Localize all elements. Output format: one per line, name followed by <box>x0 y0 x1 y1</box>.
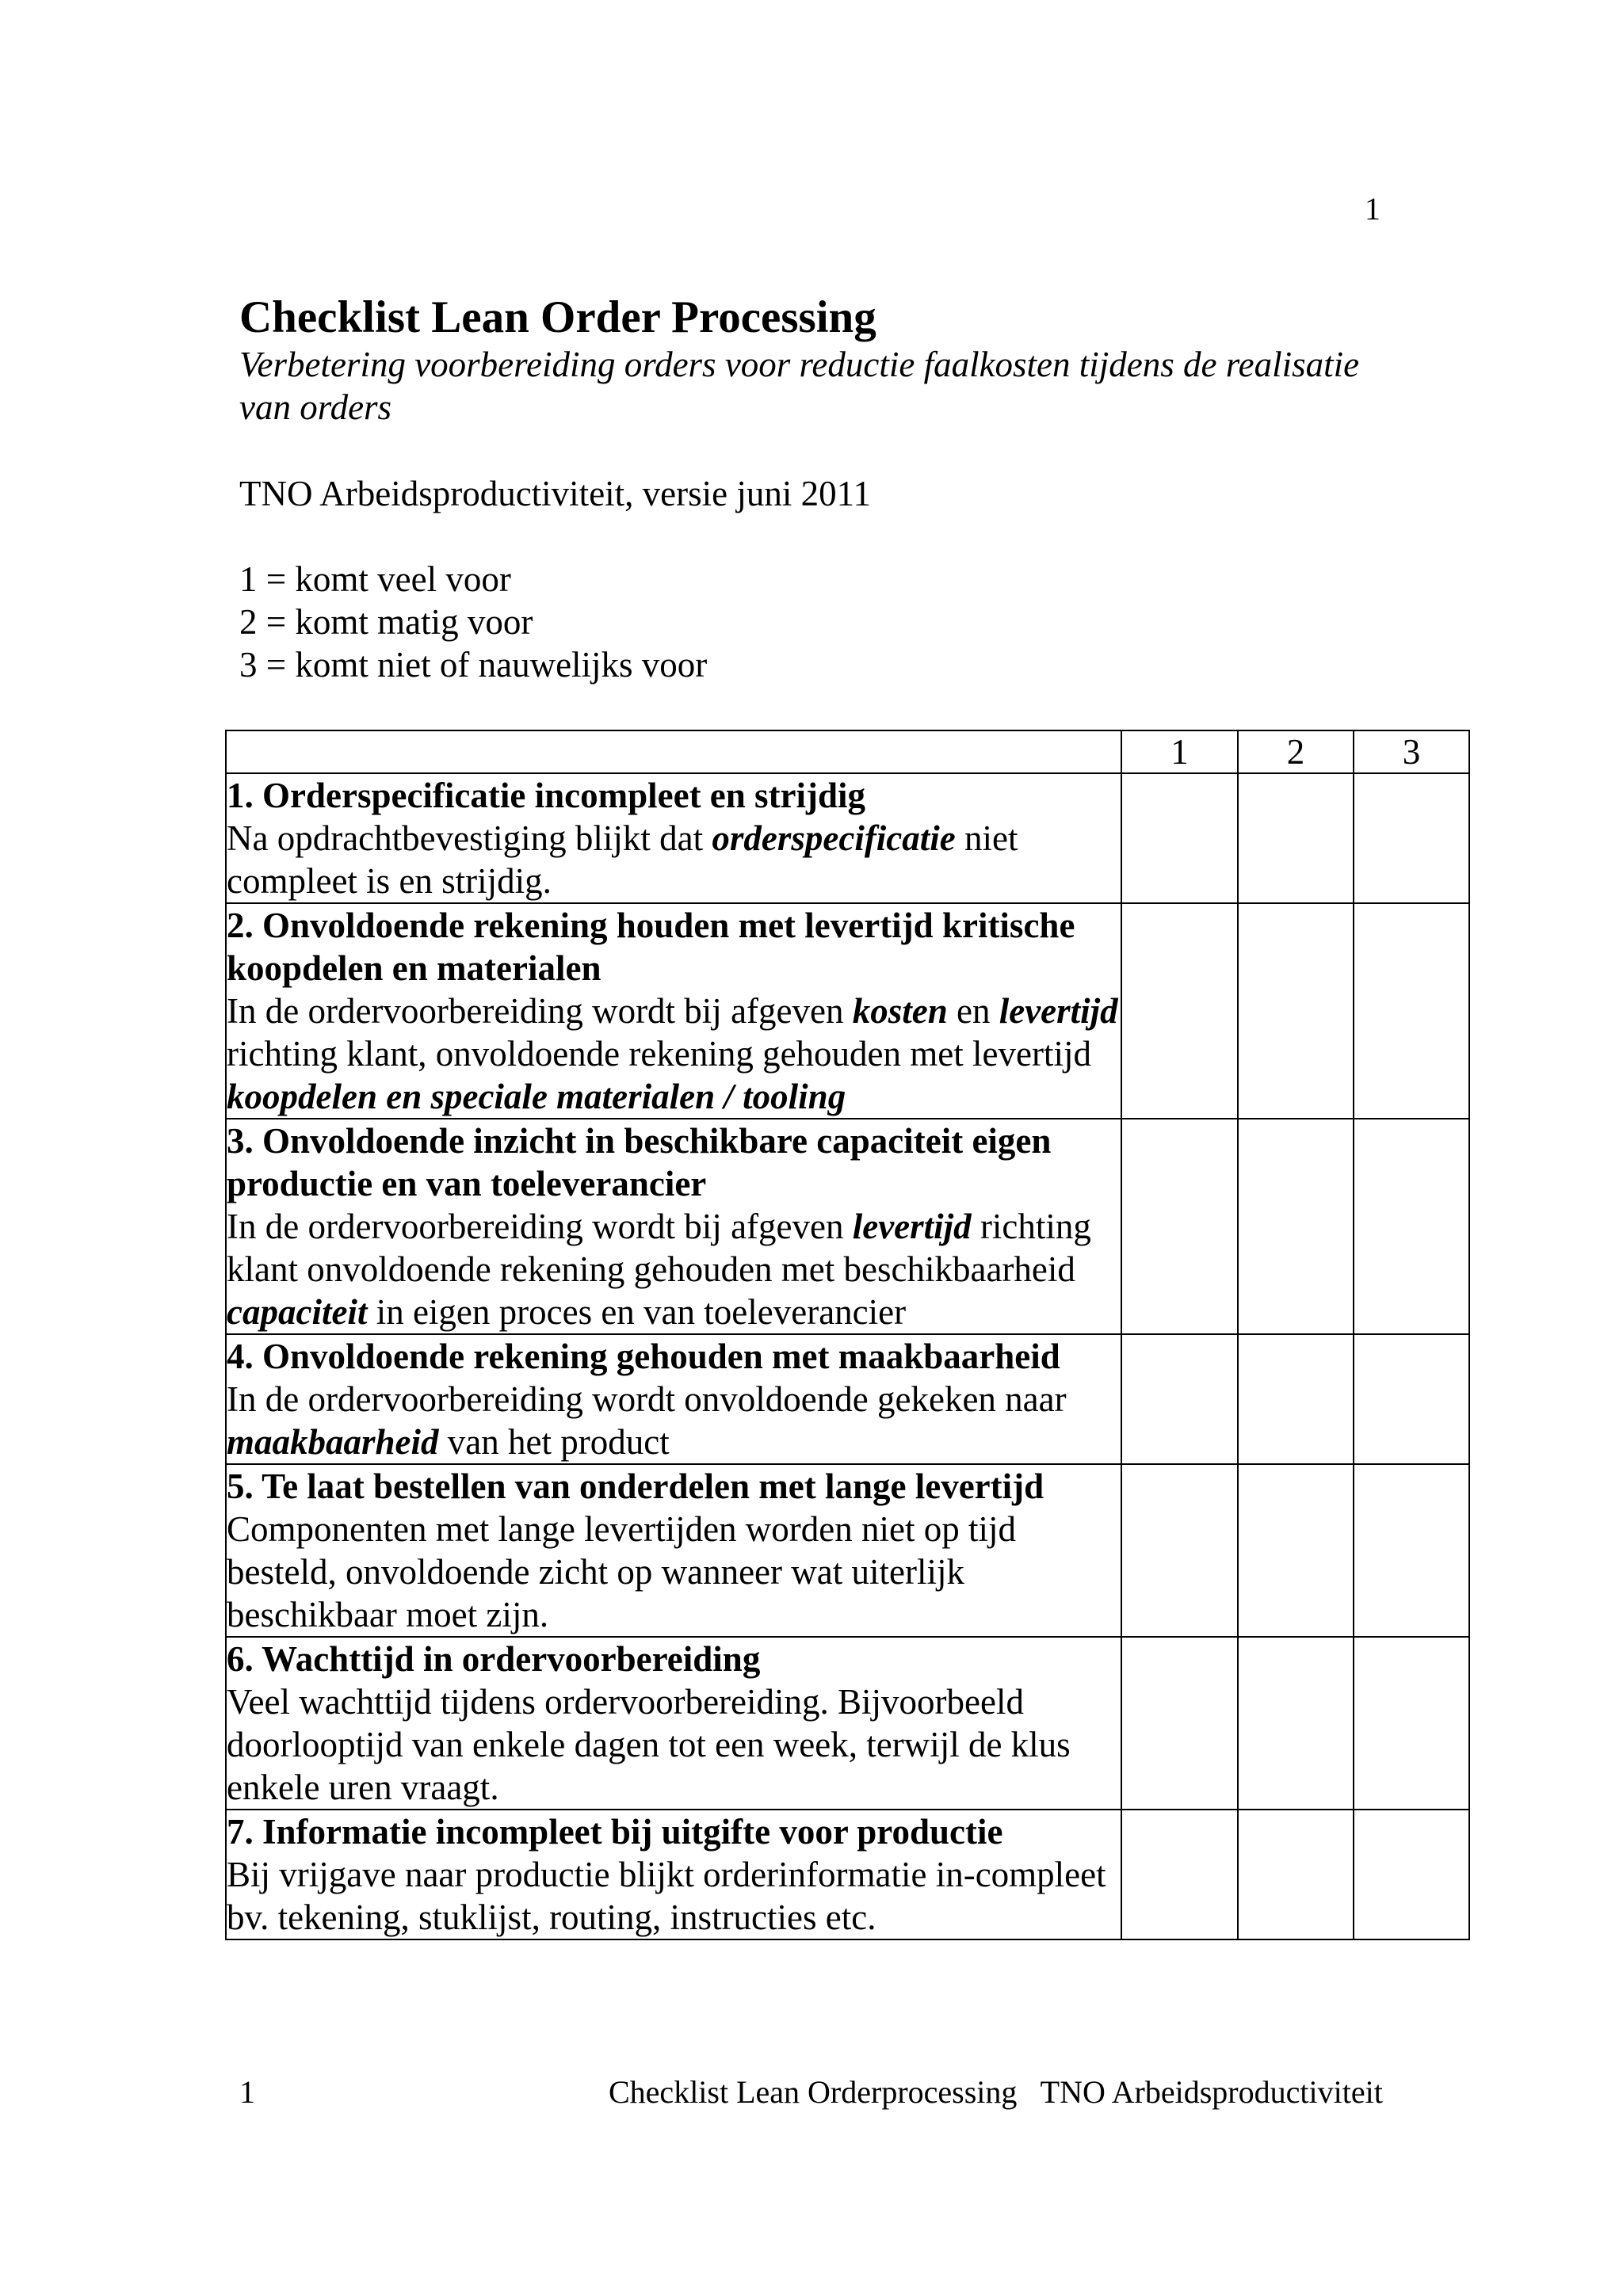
description-text: Na opdrachtbevestiging blijkt dat <box>227 818 712 858</box>
description-text: niet compleet is en strijdig. <box>227 818 1018 901</box>
score-cell-1[interactable] <box>1121 1334 1238 1464</box>
description-text: Componenten met lange levertijden worden niet op tijd besteld, onvoldoende zicht op wanneer wat uiterlijk beschikbaar moet zijn. <box>227 1509 1016 1634</box>
score-header-1: 1 <box>1121 730 1238 773</box>
checklist-item-description <box>227 1853 1121 1939</box>
checklist-item-cell <box>226 1334 1121 1464</box>
emphasized-term: koopdelen en speciale materialen / tooling <box>227 1077 846 1116</box>
emphasized-term: capaciteit <box>227 1292 368 1332</box>
legend-item: 1 = komt veel voor <box>239 559 511 599</box>
score-cell-3[interactable] <box>1354 1334 1469 1464</box>
score-cell-2[interactable] <box>1238 1119 1354 1334</box>
checklist-item-cell <box>226 1464 1121 1637</box>
document-title: Checklist Lean Order Processing <box>239 292 876 342</box>
checklist-item-description <box>227 1378 1121 1463</box>
score-cell-2[interactable] <box>1238 773 1354 903</box>
table-header-row <box>226 730 1469 773</box>
score-cell-1[interactable] <box>1121 773 1238 903</box>
emphasized-term: levertijd <box>999 991 1118 1031</box>
checklist-item-cell <box>226 773 1121 903</box>
score-cell-2[interactable] <box>1238 1637 1354 1810</box>
checklist-item-description <box>227 1680 1121 1809</box>
score-cell-1[interactable] <box>1121 1119 1238 1334</box>
checklist-item-description <box>227 1508 1121 1636</box>
checklist-body <box>226 773 1469 1939</box>
page-number-top: 1 <box>1365 191 1381 227</box>
checklist-item-cell <box>226 1810 1121 1939</box>
description-text: Veel wachttijd tijdens ordervoorbereiding. Bijvoorbeeld doorlooptijd van enkele dagen tot een week, terwijl de klus enkele uren vraagt. <box>227 1682 1071 1807</box>
checklist-row <box>226 1334 1469 1464</box>
checklist-item-description <box>227 990 1121 1118</box>
checklist-item-title: 7. Informatie incompleet bij uitgifte voor productie <box>227 1812 1003 1852</box>
checklist-item-description <box>227 817 1121 902</box>
checklist-row <box>226 773 1469 903</box>
checklist-item-description <box>227 1205 1121 1333</box>
emphasized-term: maakbaarheid <box>227 1422 439 1462</box>
checklist-item-title: 5. Te laat bestellen van onderdelen met lange levertijd <box>227 1466 1044 1506</box>
description-text: In de ordervoorbereiding wordt bij afgeven <box>227 991 853 1031</box>
footer-text: Checklist Lean Orderprocessing TNO Arbeidsproductiviteit <box>609 2074 1383 2110</box>
description-text: In de ordervoorbereiding wordt onvoldoende gekeken naar <box>227 1379 1067 1419</box>
checklist-item-cell <box>226 903 1121 1119</box>
score-cell-3[interactable] <box>1354 773 1469 903</box>
score-header-3: 3 <box>1354 730 1469 773</box>
score-cell-3[interactable] <box>1354 903 1469 1119</box>
header-empty-cell <box>226 730 1121 773</box>
checklist-row <box>226 1810 1469 1939</box>
description-text: richting klant, onvoldoende rekening gehouden met levertijd <box>227 1034 1091 1074</box>
description-text: richting klant onvoldoende rekening gehouden met beschikbaarheid <box>227 1207 1091 1289</box>
checklist-item-cell <box>226 1119 1121 1334</box>
checklist-item-title: 3. Onvoldoende inzicht in beschikbare capaciteit eigen productie en van toeleverancier <box>227 1121 1052 1203</box>
emphasized-term: orderspecificatie <box>712 818 956 858</box>
score-legend <box>239 558 707 686</box>
description-text: in eigen proces en van toeleverancier <box>367 1292 907 1332</box>
checklist-item-title: 1. Orderspecificatie incompleet en strijdig <box>227 776 866 815</box>
checklist-row <box>226 1637 1469 1810</box>
description-text: In de ordervoorbereiding wordt bij afgeven <box>227 1207 853 1246</box>
score-cell-2[interactable] <box>1238 1464 1354 1637</box>
score-cell-2[interactable] <box>1238 1810 1354 1939</box>
score-cell-3[interactable] <box>1354 1119 1469 1334</box>
checklist-item-title: 6. Wachttijd in ordervoorbereiding <box>227 1639 761 1679</box>
emphasized-term: levertijd <box>852 1207 972 1246</box>
legend-item: 3 = komt niet of nauwelijks voor <box>239 645 708 685</box>
legend-item: 2 = komt matig voor <box>239 602 533 642</box>
footer-page-number: 1 <box>239 2074 255 2110</box>
score-cell-1[interactable] <box>1121 1637 1238 1810</box>
score-cell-1[interactable] <box>1121 1464 1238 1637</box>
score-cell-3[interactable] <box>1354 1637 1469 1810</box>
checklist-row <box>226 903 1469 1119</box>
emphasized-term: kosten <box>852 991 948 1031</box>
checklist-item-title: 2. Onvoldoende rekening houden met levertijd kritische koopdelen en materialen <box>227 906 1075 988</box>
checklist-row <box>226 1119 1469 1334</box>
description-text: Bij vrijgave naar productie blijkt orderinformatie in-compleet bv. tekening, stuklijst, routing, instructies etc. <box>227 1855 1106 1937</box>
score-cell-2[interactable] <box>1238 1334 1354 1464</box>
checklist-table <box>225 730 1470 1940</box>
score-cell-3[interactable] <box>1354 1464 1469 1637</box>
score-cell-1[interactable] <box>1121 1810 1238 1939</box>
document-subtitle: Verbetering voorbereiding orders voor reductie faalkosten tijdens de realisatie van orders <box>239 345 1360 427</box>
score-cell-1[interactable] <box>1121 903 1238 1119</box>
score-cell-3[interactable] <box>1354 1810 1469 1939</box>
description-text: van het product <box>438 1422 670 1462</box>
checklist-row <box>226 1464 1469 1637</box>
score-header-2: 2 <box>1238 730 1354 773</box>
checklist-item-cell <box>226 1637 1121 1810</box>
checklist-item-title: 4. Onvoldoende rekening gehouden met maakbaarheid <box>227 1337 1060 1376</box>
description-text: en <box>947 991 999 1031</box>
score-cell-2[interactable] <box>1238 903 1354 1119</box>
organization-version-line: TNO Arbeidsproductiviteit, versie juni 2011 <box>239 474 871 513</box>
